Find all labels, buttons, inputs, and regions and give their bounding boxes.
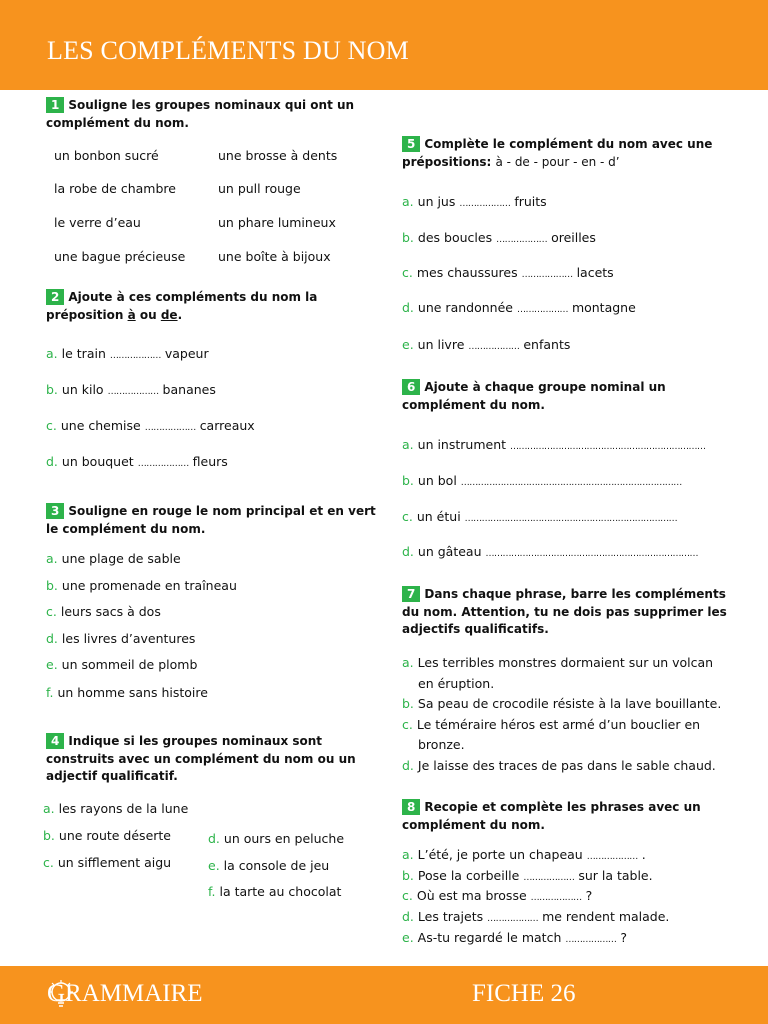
- blank-dots[interactable]: ………………: [107, 387, 159, 397]
- exercise-number-badge: 5: [402, 136, 420, 152]
- sentence-item: a. Les terribles monstres dormaient sur un volcan: [402, 655, 714, 670]
- list-item: une brosse à dents: [218, 148, 338, 163]
- blank-dots[interactable]: ………………: [586, 852, 638, 862]
- list-item: d. un ours en peluche: [208, 831, 345, 846]
- blank-dots[interactable]: ………………: [496, 235, 548, 245]
- blank-dots[interactable]: ………………: [521, 270, 573, 280]
- exercise-2-instruction: 2 Ajoute à ces compléments du nom la préposition à ou de.: [46, 290, 318, 322]
- sentence-item: b. Sa peau de crocodile résiste à la lave bouillante.: [402, 696, 722, 711]
- blank-dots[interactable]: ……………………………………………………………: [510, 442, 706, 452]
- footer-grammaire: GRAMMAIRE: [47, 980, 203, 1007]
- list-item: a. les rayons de la lune: [43, 801, 189, 816]
- fill-in-item: e. As-tu regardé le match ……………… ?: [402, 930, 627, 945]
- blank-dots[interactable]: ………………: [459, 199, 511, 209]
- list-item: un bonbon sucré: [54, 148, 159, 163]
- blank-dots[interactable]: ………………: [523, 873, 575, 883]
- blank-dots[interactable]: …………………………………………………………………: [485, 549, 698, 559]
- list-item: un pull rouge: [218, 181, 301, 196]
- blank-dots[interactable]: ………………: [109, 351, 161, 361]
- list-item: e. la console de jeu: [208, 858, 330, 873]
- blank-dots[interactable]: ………………: [144, 423, 196, 433]
- blank-dots[interactable]: ……………………………………………………………………: [460, 478, 682, 488]
- exercise-number-badge: 2: [46, 289, 64, 305]
- footer-fiche-number: FICHE 26: [472, 980, 576, 1007]
- list-item: b. une promenade en traîneau: [46, 578, 237, 593]
- list-item: d. les livres d’aventures: [46, 631, 196, 646]
- fill-in-item: c. une chemise ……………… carreaux: [46, 418, 255, 433]
- list-item: f. un homme sans histoire: [46, 685, 208, 700]
- fill-in-item: c. Où est ma brosse ……………… ?: [402, 888, 593, 903]
- fill-in-item: b. un kilo ……………… bananes: [46, 382, 216, 397]
- fill-in-item: a. le train ……………… vapeur: [46, 346, 209, 361]
- exercise-5-instruction: 5 Complète le complément du nom avec une prépositions: à - de - pour - en - d’: [402, 137, 713, 169]
- list-item: c. un sifflement aigu: [43, 855, 172, 870]
- exercise-4-instruction: 4 Indique si les groupes nominaux sont construits avec un complément du nom ou un adjectif qualificatif.: [46, 734, 356, 783]
- exercise-6-instruction: 6 Ajoute à chaque groupe nominal un complément du nom.: [402, 380, 666, 412]
- fill-in-item: d. une randonnée ……………… montagne: [402, 300, 636, 315]
- page-title: LES COMPLÉMENTS DU NOM: [47, 36, 409, 65]
- exercise-number-badge: 3: [46, 503, 64, 519]
- list-item: la robe de chambre: [54, 181, 176, 196]
- list-item: b. une route déserte: [43, 828, 171, 843]
- blank-dots[interactable]: ………………: [487, 914, 539, 924]
- exercise-1-instruction: 1 Souligne les groupes nominaux qui ont un complément du nom.: [46, 98, 355, 130]
- fill-in-item: b. des boucles ……………… oreilles: [402, 230, 596, 245]
- exercise-number-badge: 8: [402, 799, 420, 815]
- exercise-number-badge: 6: [402, 379, 420, 395]
- exercise-number-badge: 1: [46, 97, 64, 113]
- exercise-number-badge: 4: [46, 733, 64, 749]
- list-item: une boîte à bijoux: [218, 249, 331, 264]
- list-item: un phare lumineux: [218, 215, 336, 230]
- blank-dots[interactable]: …………………………………………………………………: [464, 514, 678, 524]
- blank-dots[interactable]: ………………: [137, 459, 189, 469]
- list-item: a. une plage de sable: [46, 551, 181, 566]
- exercise-7-instruction: 7 Dans chaque phrase, barre les compléments du nom. Attention, tu ne dois pas supprimer les adjectifs qualificatifs.: [402, 587, 727, 636]
- fill-in-item: d. Les trajets ……………… me rendent malade.: [402, 909, 670, 924]
- exercise-number-badge: 7: [402, 586, 420, 602]
- fill-in-item: a. L’été, je porte un chapeau ……………… .: [402, 847, 646, 862]
- sentence-item: d. Je laisse des traces de pas dans le sable chaud.: [402, 758, 716, 773]
- fill-in-item: e. un livre ……………… enfants: [402, 337, 571, 352]
- blank-dots[interactable]: ………………: [565, 935, 617, 945]
- list-item: f. la tarte au chocolat: [208, 884, 342, 899]
- exercise-3-instruction: 3 Souligne en rouge le nom principal et en vert le complément du nom.: [46, 504, 376, 536]
- sentence-item: c. Le téméraire héros est armé d’un bouclier en: [402, 717, 701, 732]
- blank-dots[interactable]: ………………: [468, 342, 520, 352]
- fill-in-item: b. Pose la corbeille ……………… sur la table.: [402, 868, 653, 883]
- list-item: une bague précieuse: [54, 249, 186, 264]
- sentence-item-continued: bronze.: [418, 737, 465, 752]
- blank-dots[interactable]: ………………: [516, 305, 568, 315]
- sentence-item-continued: en éruption.: [418, 676, 495, 691]
- fill-in-item: b. un bol ……………………………………………………………………: [402, 473, 682, 488]
- fill-in-item: d. un gâteau …………………………………………………………………: [402, 544, 698, 559]
- fill-in-item: d. un bouquet ……………… fleurs: [46, 454, 228, 469]
- fill-in-item: a. un instrument ……………………………………………………………: [402, 437, 706, 452]
- fill-in-item: c. un étui …………………………………………………………………: [402, 509, 678, 524]
- fill-in-item: a. un jus ……………… fruits: [402, 194, 547, 209]
- exercise-8-instruction: 8 Recopie et complète les phrases avec un complément du nom.: [402, 800, 701, 832]
- list-item: c. leurs sacs à dos: [46, 604, 161, 619]
- list-item: le verre d’eau: [54, 215, 141, 230]
- blank-dots[interactable]: ………………: [530, 893, 582, 903]
- list-item: e. un sommeil de plomb: [46, 657, 198, 672]
- fill-in-item: c. mes chaussures ……………… lacets: [402, 265, 614, 280]
